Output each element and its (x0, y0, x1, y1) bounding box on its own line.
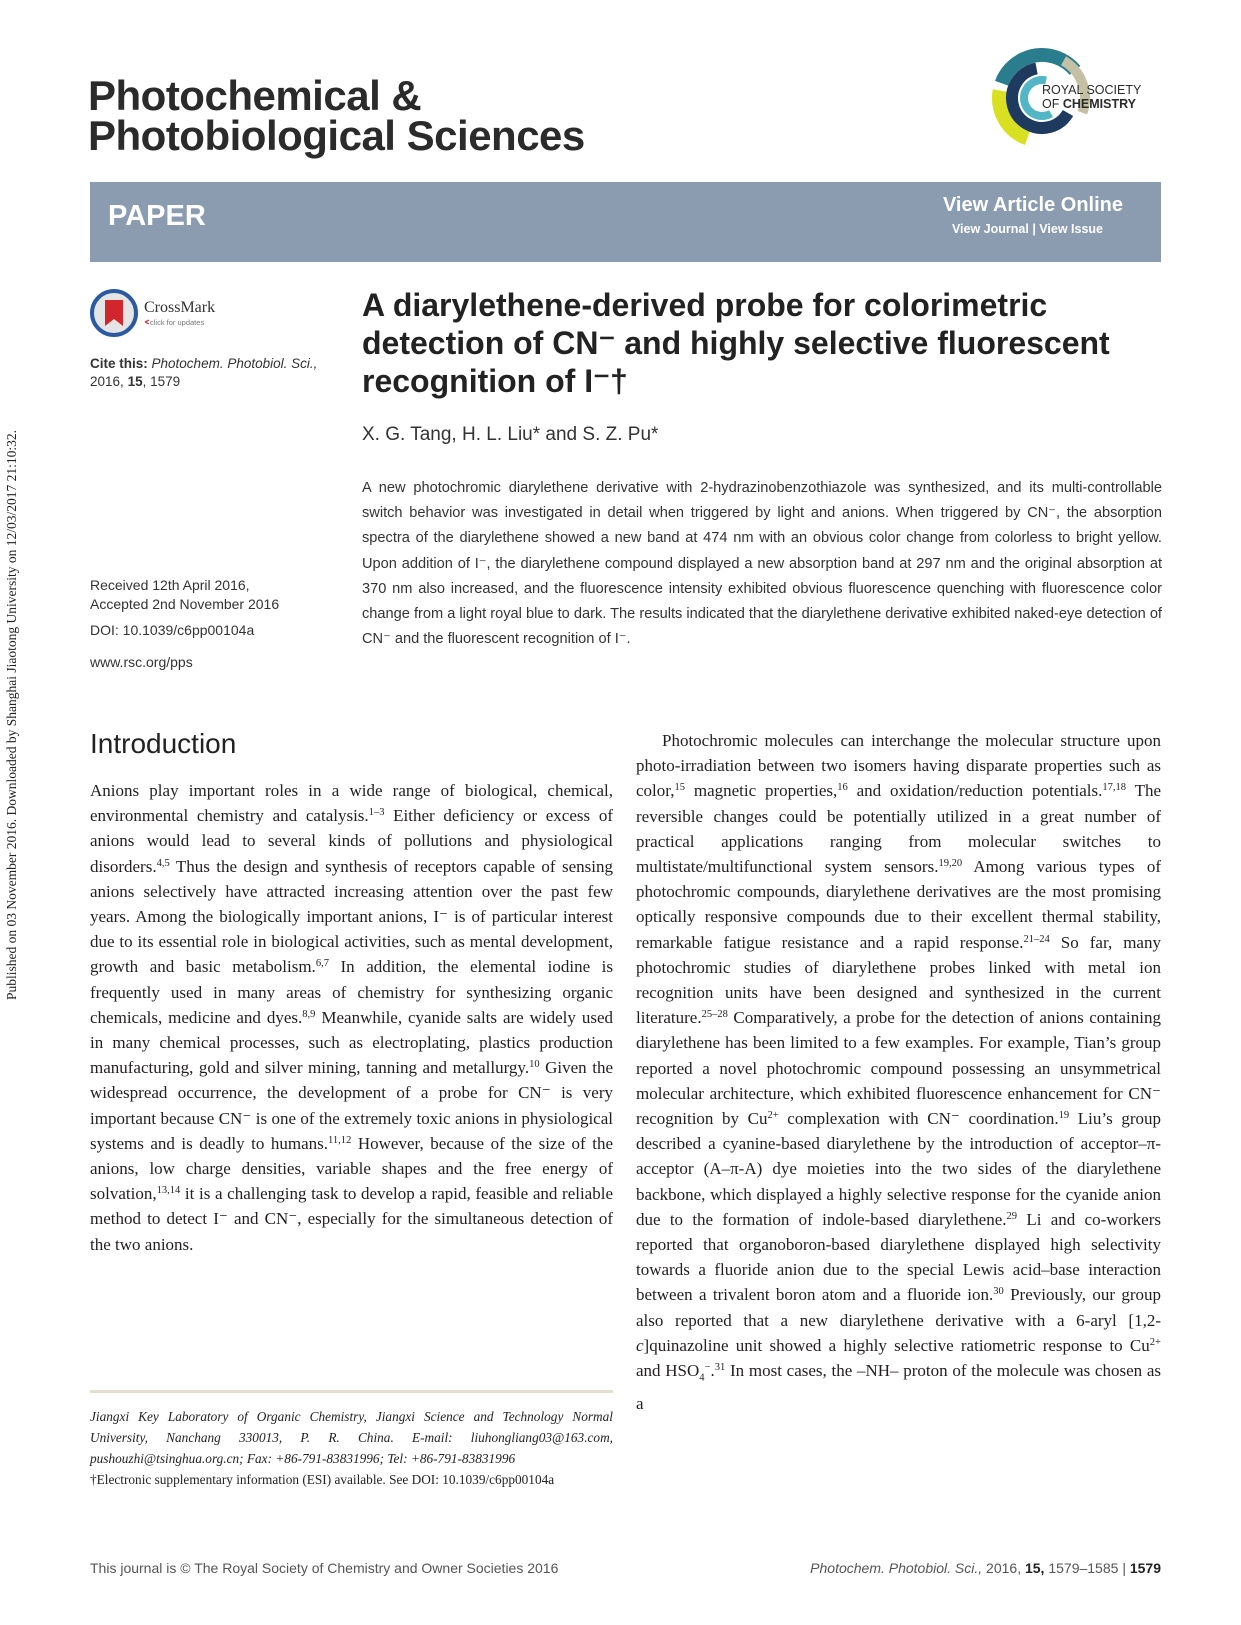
introduction-heading: Introduction (90, 728, 237, 759)
reference-link[interactable]: 29 (1006, 1211, 1018, 1223)
reference-link[interactable]: 13,14 (156, 1185, 181, 1197)
view-journal-link[interactable]: View Journal (951, 222, 1029, 236)
cite-volume: 15 (127, 374, 143, 389)
footer-citation: Photochem. Photobiol. Sci., 2016, 15, 1579–1585 | 1579 (810, 1560, 1161, 1576)
esi-footnote[interactable]: †Electronic supplementary information (ESI) available. See DOI: 10.1039/c6pp00104a (90, 1472, 555, 1487)
received-date: Received 12th April 2016, (90, 577, 250, 593)
accepted-date: Accepted 2nd November 2016 (90, 596, 280, 612)
rsc-logo-line1: ROYAL SOCIETY (1042, 83, 1142, 97)
article-banner (90, 182, 1161, 262)
journal-title-line1: Photochemical & (88, 72, 422, 119)
reference-link[interactable]: 11,12 (328, 1135, 352, 1147)
charge-superscript: 2+ (767, 1110, 779, 1122)
reference-link[interactable]: 4,5 (156, 857, 170, 869)
reference-link[interactable]: 8,9 (302, 1009, 316, 1021)
reference-link[interactable]: 1–3 (368, 807, 385, 819)
reference-link[interactable]: 10 (529, 1059, 540, 1071)
cite-year: 2016, (90, 374, 124, 389)
authors: X. G. Tang, H. L. Liu* and S. Z. Pu* (362, 424, 659, 445)
article-title: A diarylethene-derived probe for colorimetric detection of CN⁻ and highly selective fluorescent recognition of I⁻† (362, 287, 1110, 399)
journal-title[interactable] (88, 72, 585, 159)
reference-link[interactable]: 15 (674, 782, 686, 794)
view-article-online-link[interactable]: View Article Online (942, 194, 1123, 216)
journal-title-line2: Photobiological Sciences (88, 112, 585, 159)
page-number: 1579 (1129, 1560, 1161, 1576)
crossmark-sublabel: click for updates (150, 318, 205, 327)
rsc-logo-line2: OF CHEMISTRY (1042, 97, 1136, 111)
introduction-paragraph: Anions play important roles in a wide range of biological, chemical, environmental chemistry and catalysis.$^{1-3}$ Either deficiency or excess of anions would lead to several kinds of pollutions and physiological disorders.$^{4,5}$ Thus the design and synthesis of receptors capable of sensing anions selectively have attracted increasing attention over the past few years. Among the biologically important anions, I⁻ is of particular interest due to its essential role in biological activities, such as mental development, growth and basic metabolism.$^{6,7}$ In addition, the elemental iodine is frequently used in many areas of chemistry for synthesizing organic chemicals, medicine and dyes.$^{8,9}$ Meanwhile, cyanide salts are widely used in many chemical processes, such as electroplating, plastics production manufacturing, gold and silver mining, tanning and metallurgy.$^{10}$ Given the widespread occurrence, the development of a probe for CN⁻ is very important because CN⁻ is one of the extremely toxic anions in physiological systems and is deadly to humans.$^{11,12}$ However, because of the size of the anions, low charge densities, variable shapes and the free energy of solvation,$^{13,14}$ it is a challenging task to develop a rapid, feasible and reliable method to detect I⁻ and CN⁻, especially for the simultaneous detection of the two anions. (90, 781, 613, 1254)
reference-link[interactable]: 19,20 (938, 858, 963, 870)
rsc-logo-icon (990, 40, 1165, 155)
view-issue-link[interactable]: View Issue (1039, 222, 1103, 236)
charge-superscript: 2+ (1149, 1337, 1161, 1349)
reference-link[interactable]: 21–24 (1023, 933, 1050, 945)
affiliation-footnote: Jiangxi Key Laboratory of Organic Chemistry, Jiangxi Science and Technology Normal University, Nanchang 330013, P. R. China. E-mail: liuhongliang03@163.com, pushouzhi@tsinghua.org.cn; Fax: +86-791-83831996; Tel: +86-791-83831996 (90, 1409, 613, 1466)
doi[interactable]: DOI: 10.1039/c6pp00104a (90, 622, 255, 638)
reference-link[interactable]: 6,7 (315, 958, 329, 970)
cite-page: 1579 (150, 374, 181, 389)
reference-link[interactable]: 16 (837, 782, 848, 794)
banner-links (952, 222, 1103, 236)
reference-link[interactable]: 31 (714, 1362, 726, 1374)
crossmark-badge[interactable] (90, 288, 250, 340)
dates (90, 576, 350, 614)
abstract: A new photochromic diarylethene derivative with 2-hydrazinobenzothiazole was synthesized, and its multi-controllable switch behavior was investigated in detail when triggered by light and anions. When triggered by CN⁻, the absorption spectra of the diarylethene showed a new band at 474 nm with an obvious color change from colorless to bright yellow. Upon addition of I⁻, the diarylethene compound displayed a new absorption band at 297 nm and the original absorption at 370 nm also increased, and the fluorescence intensity exhibited obvious fluorescence quenching with fluorescence color change from a light royal blue to dark. The results indicated that the diarylethene derivative exhibited naked-eye detection of CN⁻ and the fluorescent recognition of I⁻. (362, 480, 1162, 648)
footer-copyright: This journal is © The Royal Society of Chemistry and Owner Societies 2016 (90, 1560, 559, 1576)
footnote-divider (90, 1390, 613, 1393)
crossmark-icon (90, 288, 250, 340)
reference-link[interactable]: 19 (1058, 1110, 1070, 1122)
banner-separator: | (1032, 222, 1036, 236)
citation: Cite this: Photochem. Photobiol. Sci., 2016, 15, 1579 (90, 356, 318, 389)
rsc-logo[interactable] (990, 40, 1165, 155)
reference-link[interactable]: 25–28 (701, 1009, 728, 1021)
reference-link[interactable]: 17,18 (1102, 782, 1127, 794)
download-note: Published on 03 November 2016. Downloaded by Shanghai Jiaotong University on 12/03/2017 21:10:32. (4, 430, 19, 1000)
article-type: PAPER (108, 200, 206, 232)
footnotes (90, 1406, 613, 1490)
reference-link[interactable]: 30 (993, 1286, 1004, 1298)
body-paragraph: Photochromic molecules can interchange the molecular structure upon photo-irradiation between two isomers having disparate properties such as color,$^{15}$ magnetic properties,$^{16}$ and oxidation/reduction potentials.$^{17,18}$ The reversible changes could be potentially utilized in a great number of practical applications ranging from molecular switches to multistate/multifunctional system sensors.$^{19,20}$ Among various types of photochromic compounds, diarylethene derivatives are the most promising optically responsive compounds due to their excellent thermal stability, remarkable fatigue resistance and a rapid response.$^{21-24}$ So far, many photochromic studies of diarylethene probes linked with metal ion recognition units have been designed and synthesized in the current literature.$^{25-28}$ Comparatively, a probe for the detection of anions containing diarylethene has been limited to a few examples. For example, Tian’s group reported a novel photochromic compound possessing an unsymmetrical molecular architecture, which exhibited fluorescence enhancement for CN⁻ recognition by $Cu^{2+}$ complexation with CN⁻ coordination.$^{19}$ Liu’s group described a cyanine-based diarylethene by the introduction of acceptor–π-acceptor (A–π-A) dye moieties into the two sides of the diarylethene backbone, which displayed a highly selective response for the cyanide anion due to the formation of indole-based diarylethene.$^{29}$ Li and co-workers reported that organoboron-based diarylethene displayed high selectivity towards a fluoride anion due to the special Lewis acid–base interaction between a trivalent boron atom and a fluoride ion.$^{30}$ Previously, our group also reported that a new diarylethene derivative with a 6-aryl [1,2-c]quinazoline unit showed a highly selective ratiometric response to $Cu^{2+}$ and $HSO_4^-.^{31}$ In most cases, the –NH– proton of the molecule was chosen as a (636, 731, 1162, 1413)
cite-journal: Photochem. Photobiol. Sci., (151, 356, 318, 371)
cite-label: Cite this: (90, 356, 148, 371)
crossmark-label: CrossMark (144, 299, 216, 316)
journal-website-link[interactable]: www.rsc.org/pps (90, 654, 193, 670)
